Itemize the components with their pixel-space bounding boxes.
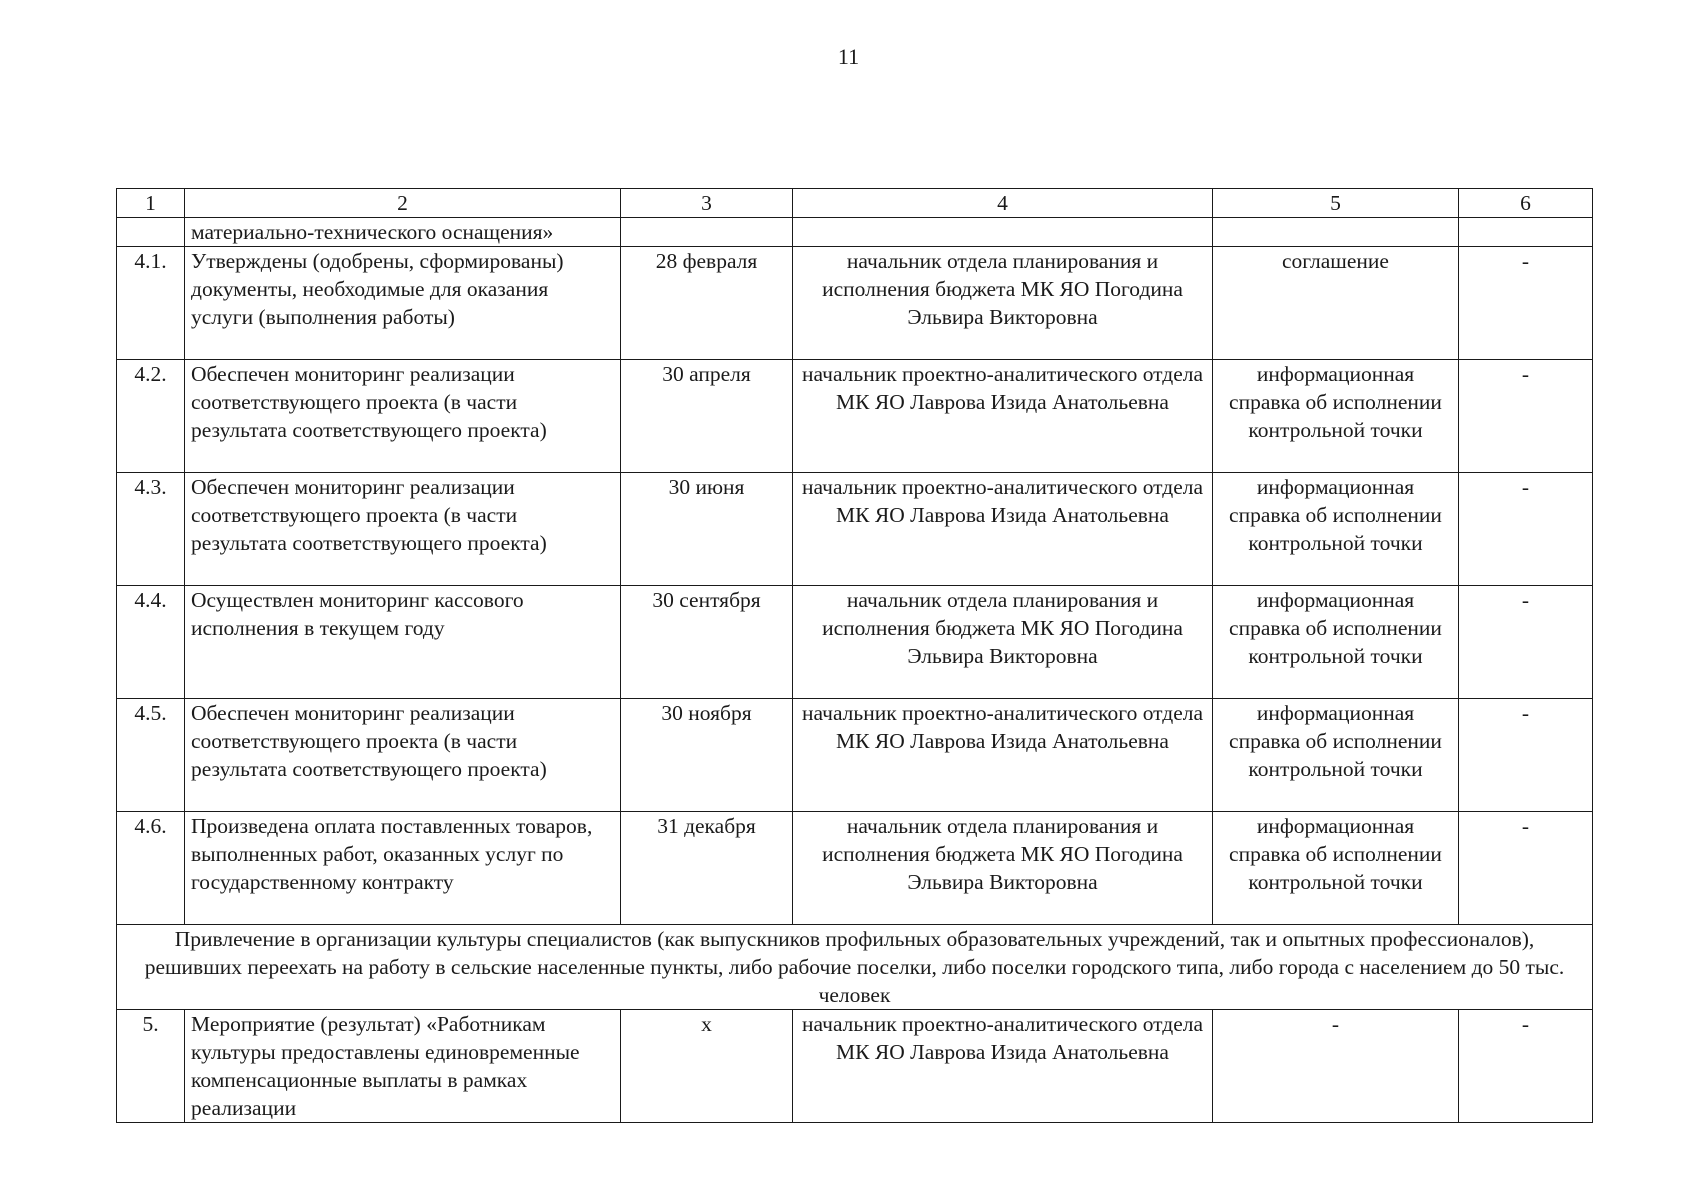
column-number: 3 (621, 189, 793, 218)
table-row (117, 360, 1593, 473)
row-date: 30 ноября (621, 699, 793, 812)
row-description: Осуществлен мониторинг кассового исполнения в текущем году (185, 586, 621, 699)
section-heading-row (117, 925, 1593, 1010)
empty-cell (793, 218, 1213, 247)
table-row (117, 812, 1593, 925)
row-number: 5. (117, 1010, 185, 1123)
row-document: информационная справка об исполнении контрольной точки (1213, 699, 1459, 812)
section-heading: Привлечение в организации культуры специалистов (как выпускников профильных образовательных учреждений, так и опытных профессионалов), решивших переехать на работу в сельские населенные пункты, либо рабочие поселки, либо поселки городского типа, либо города с населением до 50 тыс. человек (117, 925, 1593, 1010)
row-note: - (1459, 247, 1593, 360)
row-number: 4.6. (117, 812, 185, 925)
row-number: 4.1. (117, 247, 185, 360)
row-responsible: начальник отдела планирования и исполнения бюджета МК ЯО Погодина Эльвира Викторовна (793, 812, 1213, 925)
row-note: - (1459, 360, 1593, 473)
row-responsible: начальник отдела планирования и исполнения бюджета МК ЯО Погодина Эльвира Викторовна (793, 247, 1213, 360)
row-date: х (621, 1010, 793, 1123)
table-row (117, 699, 1593, 812)
row-number: 4.3. (117, 473, 185, 586)
column-number: 6 (1459, 189, 1593, 218)
row-description: Обеспечен мониторинг реализации соответствующего проекта (в части результата соответствующего проекта) (185, 699, 621, 812)
table-row (117, 473, 1593, 586)
continuation-row (117, 218, 1593, 247)
row-note: - (1459, 1010, 1593, 1123)
empty-cell (117, 218, 185, 247)
row-number: 4.5. (117, 699, 185, 812)
table-row (117, 586, 1593, 699)
row-description: Мероприятие (результат) «Работникам культуры предоставлены единовременные компенсационные выплаты в рамках реализации (185, 1010, 621, 1123)
empty-cell (1213, 218, 1459, 247)
row-responsible: начальник проектно-аналитического отдела МК ЯО Лаврова Изида Анатольевна (793, 1010, 1213, 1123)
column-number: 4 (793, 189, 1213, 218)
row-note: - (1459, 699, 1593, 812)
row-document: информационная справка об исполнении контрольной точки (1213, 360, 1459, 473)
empty-cell (621, 218, 793, 247)
row-note: - (1459, 586, 1593, 699)
row-responsible: начальник отдела планирования и исполнения бюджета МК ЯО Погодина Эльвира Викторовна (793, 586, 1213, 699)
column-number: 1 (117, 189, 185, 218)
empty-cell (1459, 218, 1593, 247)
row-note: - (1459, 473, 1593, 586)
table-row (117, 247, 1593, 360)
row-responsible: начальник проектно-аналитического отдела МК ЯО Лаврова Изида Анатольевна (793, 699, 1213, 812)
page-number: 11 (837, 44, 860, 69)
row-document: - (1213, 1010, 1459, 1123)
row-date: 30 июня (621, 473, 793, 586)
column-number: 5 (1213, 189, 1459, 218)
row-date: 31 декабря (621, 812, 793, 925)
control-points-table (116, 188, 1593, 1123)
row-note: - (1459, 812, 1593, 925)
row-date: 30 сентября (621, 586, 793, 699)
row-description: Произведена оплата поставленных товаров, выполненных работ, оказанных услуг по государственному контракту (185, 812, 621, 925)
row-responsible: начальник проектно-аналитического отдела МК ЯО Лаврова Изида Анатольевна (793, 360, 1213, 473)
row-description: Обеспечен мониторинг реализации соответствующего проекта (в части результата соответствующего проекта) (185, 473, 621, 586)
row-date: 28 февраля (621, 247, 793, 360)
row-description: Обеспечен мониторинг реализации соответствующего проекта (в части результата соответствующего проекта) (185, 360, 621, 473)
row-number: 4.4. (117, 586, 185, 699)
row-document: соглашение (1213, 247, 1459, 360)
row-responsible: начальник проектно-аналитического отдела МК ЯО Лаврова Изида Анатольевна (793, 473, 1213, 586)
table-row (117, 1010, 1593, 1123)
row-document: информационная справка об исполнении контрольной точки (1213, 812, 1459, 925)
column-number: 2 (185, 189, 621, 218)
row-date: 30 апреля (621, 360, 793, 473)
row-document: информационная справка об исполнении контрольной точки (1213, 586, 1459, 699)
row-description: Утверждены (одобрены, сформированы) документы, необходимые для оказания услуги (выполнения работы) (185, 247, 621, 360)
row-document: информационная справка об исполнении контрольной точки (1213, 473, 1459, 586)
column-number-row (117, 189, 1593, 218)
continuation-text: материально-технического оснащения» (185, 218, 621, 247)
row-number: 4.2. (117, 360, 185, 473)
